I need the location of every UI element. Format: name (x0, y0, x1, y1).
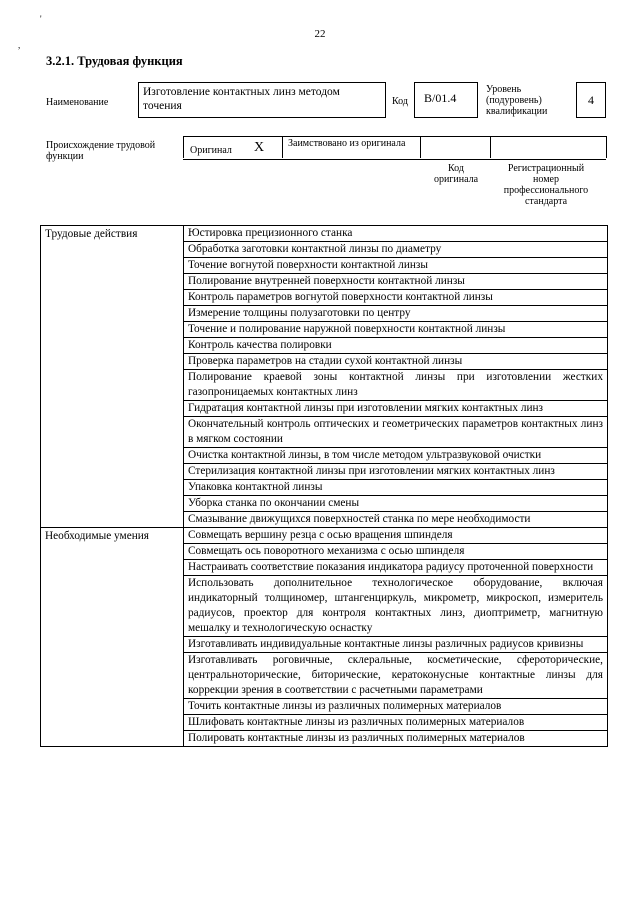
name-label: Наименование (46, 97, 109, 108)
level-label: Уровень (подуровень) квалификации (486, 84, 548, 117)
scan-mark: ' (40, 14, 42, 24)
origin-label: Происхождение трудовой функции (46, 140, 156, 162)
labor-action-row-text: Стерилизация контактной линзы при изготовлении мягких контактных линз (184, 464, 608, 480)
page-number: 22 (314, 28, 326, 40)
labor-action-row-text: Полирование внутренней поверхности контактной линзы (184, 274, 608, 290)
origin-divider (606, 136, 607, 158)
function-code: B/01.4 (424, 91, 457, 105)
function-name: Изготовление контактных линз методом точения (143, 86, 340, 112)
labor-action-row-text: Измерение толщины полузаготовки по центру (184, 306, 608, 322)
original-code-caption: Код оригинала (433, 163, 479, 185)
skill-row-text: Полировать контактные линзы из различных полимерных материалов (184, 731, 608, 747)
skill-row (41, 528, 608, 544)
labor-action-row-text: Точение и полирование наружной поверхности контактной линзы (184, 322, 608, 338)
skill-row-text: Настраивать соответствие показания индикатора радиусу проточенной поверхности (184, 560, 608, 576)
labor-action-row-text: Окончательный контроль оптических и геометрических параметров контактных линз в мягком состоянии (184, 417, 608, 448)
origin-divider (420, 136, 421, 158)
level-box (576, 82, 606, 118)
skills-label: Необходимые умения (41, 528, 184, 747)
registration-number-caption: Регистрационный номер профессионального стандарта (503, 163, 589, 207)
labor-action-row-text: Очистка контактной линзы, в том числе методом ультразвуковой очистки (184, 448, 608, 464)
labor-action-row-text: Контроль параметров вогнутой поверхности контактной линзы (184, 290, 608, 306)
labor-action-row-text: Уборка станка по окончании смены (184, 496, 608, 512)
skill-row-text: Изготавливать роговичные, склеральные, косметические, сфероторические, центральноторические, биторические, кератоконусные контактные линзы для коррекции зрения в соответствии с расчетными параметрами (184, 653, 608, 699)
labor-action-row-text: Полирование краевой зоны контактной линзы при изготовлении жестких газопроницаемых контактных линз (184, 370, 608, 401)
skill-row-text: Изготавливать индивидуальные контактные линзы различных радиусов кривизны (184, 637, 608, 653)
borrowed-label: Заимствовано из оригинала (288, 138, 406, 149)
skill-row-text: Совмещать ось поворотного механизма с осью шпинделя (184, 544, 608, 560)
labor-action-row-text: Юстировка прецизионного станка (184, 226, 608, 242)
skill-row-text: Шлифовать контактные линзы из различных полимерных материалов (184, 715, 608, 731)
qualification-level: 4 (588, 93, 594, 107)
labor-action-row-text: Смазывание движущихся поверхностей станка по мере необходимости (184, 512, 608, 528)
origin-divider (282, 136, 283, 158)
origin-divider (183, 136, 184, 158)
skill-row-text: Точить контактные линзы из различных полимерных материалов (184, 699, 608, 715)
labor-action-row-text: Точение вогнутой поверхности контактной линзы (184, 258, 608, 274)
function-name-box (138, 82, 386, 118)
labor-actions-label: Трудовые действия (41, 226, 184, 528)
labor-function-table (40, 225, 608, 747)
code-box (414, 82, 478, 118)
origin-divider (490, 136, 491, 158)
section-title: 3.2.1. Трудовая функция (46, 54, 183, 68)
original-label: Оригинал (190, 145, 232, 156)
original-checkmark: X (254, 140, 265, 155)
code-label: Код (392, 96, 408, 107)
labor-action-row-text: Контроль качества полировки (184, 338, 608, 354)
scan-mark: , (18, 40, 21, 50)
labor-action-row-text: Проверка параметров на стадии сухой контактной линзы (184, 354, 608, 370)
skill-row-text: Использовать дополнительное технологическое оборудование, включая индикаторный толщиномер, штангенциркуль, микрометр, микроскоп, измеритель радиусов, проектор для контроля контактных линз, диоптриметр, магнитную мешалку и технологическую оснастку (184, 576, 608, 637)
labor-action-row-text: Гидратация контактной линзы при изготовлении мягких контактных линз (184, 401, 608, 417)
labor-action-row-text: Обработка заготовки контактной линзы по диаметру (184, 242, 608, 258)
labor-action-row (41, 226, 608, 242)
skill-row-text: Совмещать вершину резца с осью вращения шпинделя (184, 528, 608, 544)
labor-action-row-text: Упаковка контактной линзы (184, 480, 608, 496)
